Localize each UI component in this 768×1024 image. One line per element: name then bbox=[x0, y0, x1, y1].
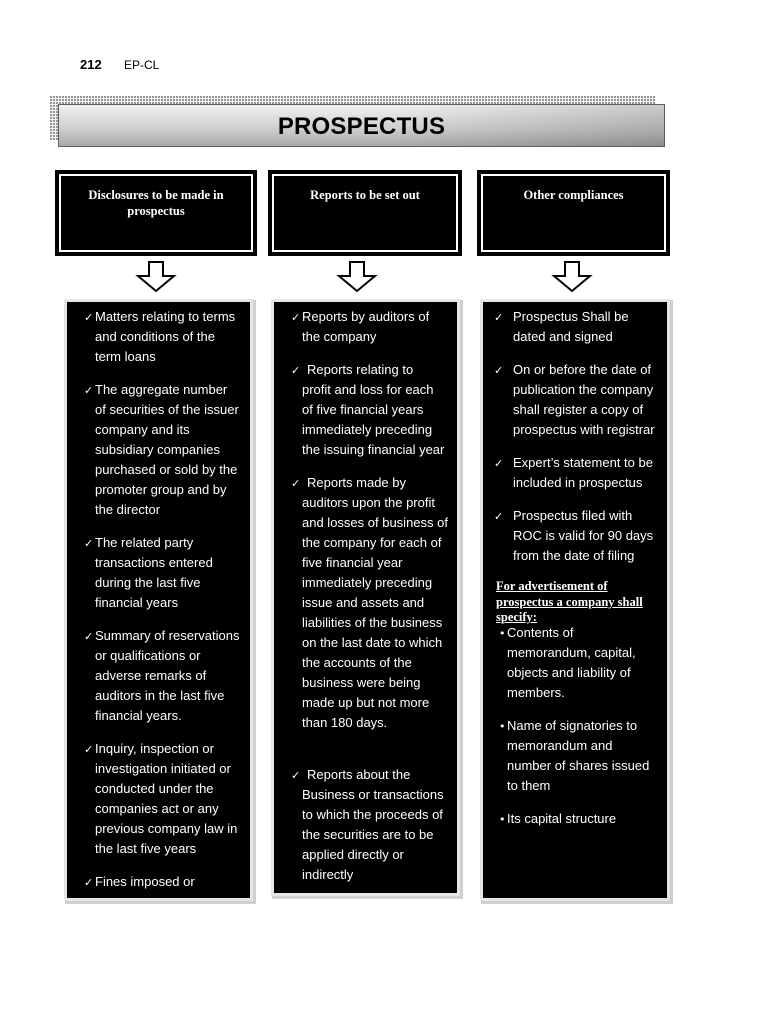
column-panel-disclosures bbox=[67, 302, 250, 898]
list-item bbox=[302, 360, 457, 460]
list-item bbox=[95, 380, 250, 520]
bullet-icon bbox=[499, 716, 506, 736]
check-icon bbox=[84, 307, 94, 327]
list-item bbox=[95, 307, 250, 367]
check-icon bbox=[84, 872, 94, 892]
list-item-text: Summary of reservations or qualifications or adverse remarks of auditors in the last five financial years. bbox=[95, 628, 240, 723]
column-heading-box-disclosures bbox=[55, 170, 257, 256]
check-icon bbox=[84, 533, 94, 553]
check-icon bbox=[494, 453, 504, 473]
list-item-text: Reports by auditors of the company bbox=[302, 309, 430, 344]
list-item-text: Its capital structure bbox=[507, 810, 617, 826]
list-item bbox=[513, 360, 667, 440]
check-icon bbox=[84, 626, 94, 646]
list-item bbox=[513, 453, 667, 493]
list-item-text: Matters relating to terms and conditions of the term loans bbox=[95, 309, 236, 364]
bullet-icon bbox=[499, 809, 506, 829]
check-icon bbox=[494, 360, 504, 380]
check-icon bbox=[291, 765, 301, 785]
list-item bbox=[513, 307, 667, 347]
column-heading: Other compliances bbox=[523, 188, 624, 202]
arrow-shape bbox=[138, 262, 174, 291]
list-item-text: Prospectus filed with ROC is valid for 90 days from the date of filing bbox=[513, 508, 654, 563]
list-item bbox=[95, 533, 250, 613]
column-heading-box-compliances bbox=[477, 170, 670, 256]
check-icon bbox=[84, 739, 94, 759]
list-item-text: The aggregate number of securities of the issuer company and its subsidiary companies purchased or sold by the promoter group and by the director bbox=[95, 382, 239, 517]
list-item bbox=[507, 623, 667, 703]
list-item bbox=[507, 716, 667, 796]
list-item-text: The related party transactions entered during the last five financial years bbox=[95, 535, 213, 610]
list-item-text: Name of signatories to memorandum and number of shares issued to them bbox=[507, 717, 650, 793]
arrow-shape bbox=[554, 262, 590, 291]
list-item-text: Inquiry, inspection or investigation initiated or conducted under the companies act or any previous company law in the last five years bbox=[95, 741, 238, 856]
list-item bbox=[95, 739, 250, 859]
down-arrow-icon bbox=[336, 261, 378, 293]
list-item-text: Reports made by auditors upon the profit and losses of business of the company for each of five financial year immediately preceding issue and assets and liabilities of the business on the last date to which the accounts of the business were being made up but not more than 180 days. bbox=[302, 475, 448, 730]
bullet-list bbox=[483, 623, 667, 829]
column-heading: Disclosures to be made in prospectus bbox=[88, 188, 224, 218]
arrow-shape bbox=[339, 262, 375, 291]
column-panel-compliances bbox=[483, 302, 667, 898]
checklist bbox=[67, 302, 250, 892]
checklist bbox=[483, 302, 667, 566]
check-icon bbox=[84, 380, 94, 400]
list-item-text: Contents of memorandum, capital, objects and liability of members. bbox=[507, 624, 636, 700]
check-icon bbox=[494, 506, 504, 526]
checklist bbox=[274, 302, 457, 885]
heading-box-frame bbox=[272, 174, 458, 252]
running-title: EP-CL bbox=[124, 58, 160, 72]
list-item-text: Reports about the Business or transactions to which the proceeds of the securities are to be applied directly or indirectly bbox=[302, 767, 444, 882]
title-banner bbox=[58, 104, 665, 147]
list-item-text: Reports relating to profit and loss for each of five financial years immediately preceding the issuing financial year bbox=[302, 362, 445, 457]
list-item bbox=[302, 765, 457, 885]
column-panel-reports bbox=[274, 302, 457, 893]
list-item bbox=[302, 307, 457, 347]
bullet-icon bbox=[499, 623, 506, 643]
down-arrow-icon bbox=[551, 261, 593, 293]
advertisement-heading: For advertisement of prospectus a company shall specify: bbox=[496, 579, 643, 624]
down-arrow-icon bbox=[135, 261, 177, 293]
heading-box-frame bbox=[481, 174, 666, 252]
page-number: 212 bbox=[80, 57, 102, 72]
list-item-text: Prospectus Shall be dated and signed bbox=[513, 309, 629, 344]
column-heading: Reports to be set out bbox=[310, 188, 420, 202]
check-icon bbox=[494, 307, 504, 327]
check-icon bbox=[291, 307, 301, 327]
list-item bbox=[95, 626, 250, 726]
list-item-text: Expert’s statement to be included in prospectus bbox=[513, 455, 653, 490]
column-heading-box-reports bbox=[268, 170, 462, 256]
list-item bbox=[302, 473, 457, 733]
list-item-text: Fines imposed or bbox=[95, 874, 195, 889]
check-icon bbox=[291, 473, 301, 493]
list-item bbox=[507, 809, 667, 829]
list-item-text: On or before the date of publication the company shall register a copy of prospectus with registrar bbox=[513, 362, 655, 437]
list-item bbox=[95, 872, 250, 892]
page-title: PROSPECTUS bbox=[277, 113, 446, 140]
check-icon bbox=[291, 360, 301, 380]
list-item bbox=[513, 506, 667, 566]
page-header bbox=[80, 57, 200, 73]
